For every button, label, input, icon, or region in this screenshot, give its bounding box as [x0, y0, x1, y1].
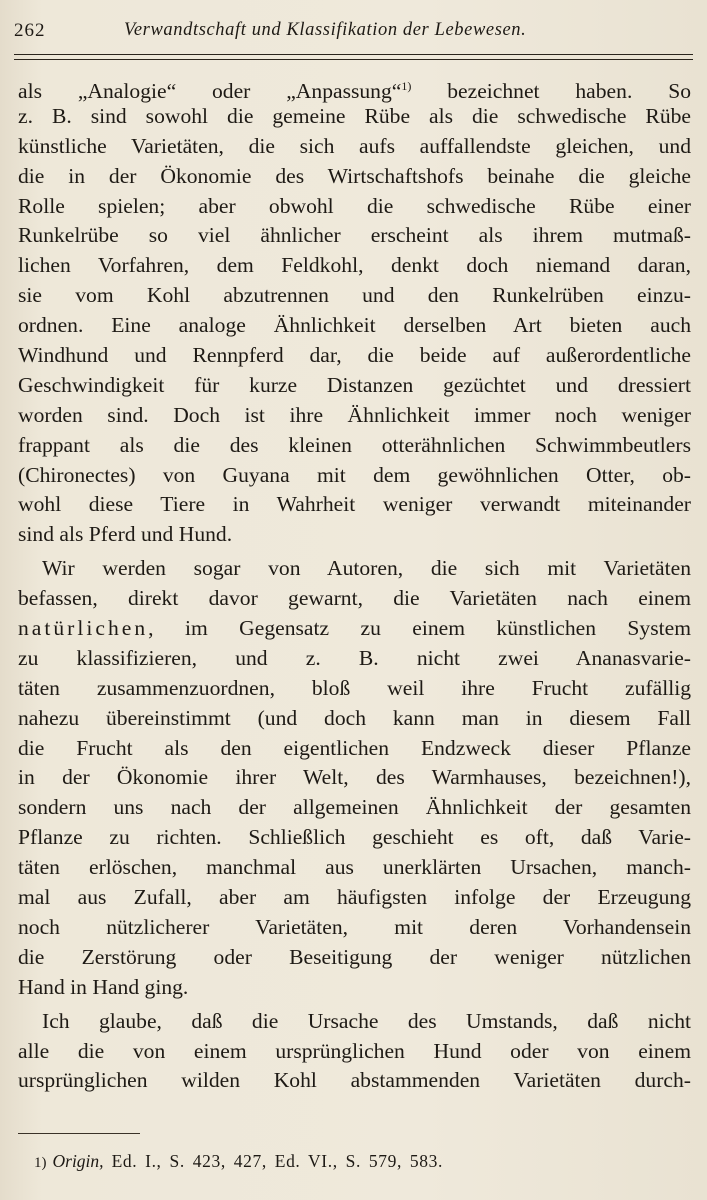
text-line: sie vom Kohl abzutrennen und den Runkelrüben einzu- — [18, 283, 691, 308]
text-line: täten zusammenzuordnen, bloß weil ihre Frucht zufällig — [18, 675, 691, 700]
text-line: Rolle spielen; aber obwohl die schwedische Rübe einer — [18, 193, 691, 218]
footnote-title: Origin, — [52, 1151, 104, 1171]
text-line: Hand in Hand ging. — [18, 974, 189, 999]
text-line: worden sind. Doch ist ihre Ähnlichkeit immer noch weniger — [18, 402, 691, 427]
text-line: ursprünglichen wilden Kohl abstammenden Varietäten durch- — [18, 1068, 691, 1093]
footnote — [34, 1151, 443, 1172]
text-line: frappant als die des kleinen otterähnlichen Schwimmbeutlers — [18, 432, 691, 457]
text-line: natürlichen, im Gegensatz zu einem künstlichen System — [18, 616, 691, 641]
text-line: (Chironectes) von Guyana mit dem gewöhnlichen Otter, ob- — [18, 462, 691, 487]
body-text — [18, 72, 691, 1096]
footnote-rule — [18, 1133, 140, 1134]
text-line: Pflanze zu richten. Schließlich geschieht es oft, daß Varie- — [18, 825, 691, 850]
text-line: wohl diese Tiere in Wahrheit weniger verwandt miteinander — [18, 492, 691, 517]
footnote-marker[interactable]: 1) — [401, 79, 412, 93]
emphasized-word: natürlichen — [18, 616, 149, 641]
text-line: mal aus Zufall, aber am häufigsten infolge der Erzeugung — [18, 885, 691, 910]
text-line: die in der Ökonomie des Wirtschaftshofs beinahe die gleiche — [18, 163, 691, 188]
text-line: alle die von einem ursprünglichen Hund oder von einem — [18, 1038, 691, 1063]
text-line: Geschwindigkeit für kurze Distanzen gezüchtet und dressiert — [18, 372, 691, 397]
text-line: Windhund und Rennpferd dar, die beide auf außerordentliche — [18, 343, 691, 368]
text-line: noch nützlicherer Varietäten, mit deren Vorhandensein — [18, 914, 691, 939]
text-line: sondern uns nach der allgemeinen Ähnlichkeit der gesamten — [18, 795, 691, 820]
footnote-number: 1) — [34, 1155, 47, 1171]
text-line: in der Ökonomie ihrer Welt, des Warmhauses, bezeichnen!), — [18, 765, 691, 790]
text-line: Ich glaube, daß die Ursache des Umstands, daß nicht — [42, 1008, 691, 1033]
text-line: sind als Pferd und Hund. — [18, 522, 233, 547]
text-line: lichen Vorfahren, dem Feldkohl, denkt doch niemand daran, — [18, 253, 691, 278]
text-line: täten erlöschen, manchmal aus unerklärten Ursachen, manch- — [18, 855, 691, 880]
running-head — [14, 20, 693, 44]
text-line: die Frucht als den eigentlichen Endzweck dieser Pflanze — [18, 735, 691, 760]
running-title: Verwandtschaft und Klassifikation der Lebewesen. — [124, 20, 527, 40]
text-line: befassen, direkt davor gewarnt, die Varietäten nach einem — [18, 586, 691, 611]
text-line: als „Analogie“ oder „Anpassung“$^{1)}$ bezeichnet haben. So — [18, 79, 691, 103]
text-line: nahezu übereinstimmt (und doch kann man in diesem Fall — [18, 705, 691, 730]
text-line: Wir werden sogar von Autoren, die sich mit Varietäten — [42, 556, 691, 581]
footnote-reference: Ed. I., S. 423, 427, Ed. VI., S. 579, 583. — [111, 1151, 443, 1171]
text-line: zu klassifizieren, und z. B. nicht zwei Ananasvarie- — [18, 645, 691, 670]
text-line: z. B. sind sowohl die gemeine Rübe als die schwedische Rübe — [18, 103, 691, 128]
header-double-rule — [14, 54, 693, 60]
text-line: die Zerstörung oder Beseitigung der weniger nützlichen — [18, 944, 691, 969]
text-line: künstliche Varietäten, die sich aufs auffallendste gleichen, und — [18, 133, 691, 158]
text-line: Runkelrübe so viel ähnlicher erscheint als ihrem mutmaß- — [18, 223, 691, 248]
page-number: 262 — [14, 20, 46, 41]
text-line: ordnen. Eine analoge Ähnlichkeit derselben Art bieten auch — [18, 313, 691, 338]
